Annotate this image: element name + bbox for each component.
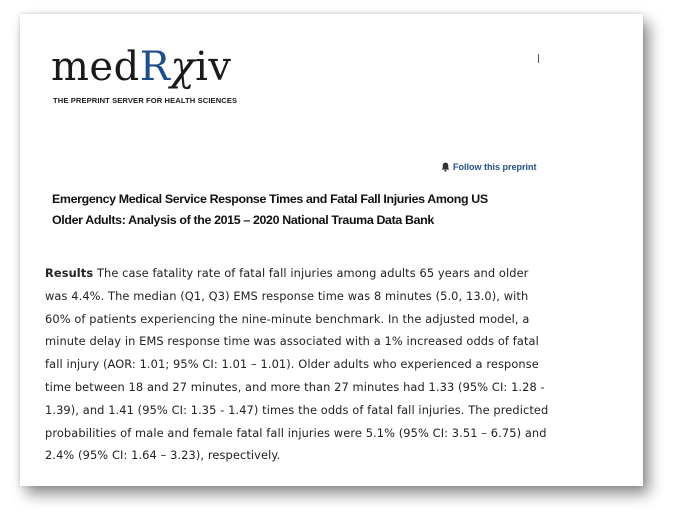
abstract-results <box>45 262 575 467</box>
abstract-line: time between 18 and 27 minutes, and more than 27 minutes had 1.33 (95% CI: 1.28 - <box>45 379 545 394</box>
abstract-line-text: The case fatality rate of fatal fall injuries among adults 65 years and older <box>93 266 529 280</box>
paper-title <box>52 189 552 231</box>
bell-icon <box>441 162 450 172</box>
results-heading: Results <box>45 266 94 280</box>
title-line: Older Adults: Analysis of the 2015 – 2020 National Trauma Data Bank <box>52 213 434 227</box>
title-line: Emergency Medical Service Response Times and Fatal Fall Injuries Among US <box>52 192 488 206</box>
logo-tagline: THE PREPRINT SERVER FOR HEALTH SCIENCES <box>53 96 238 105</box>
medrxiv-logo[interactable] <box>51 42 231 92</box>
logo-text-chi: χ <box>170 44 196 90</box>
logo-text-med: med <box>51 44 140 90</box>
abstract-line: fall injury (AOR: 1.01; 95% CI: 1.01 – 1.01). Older adults who experienced a response <box>45 357 539 372</box>
logo-text-r: R <box>139 44 171 90</box>
abstract-line: 60% of patients experiencing the nine-minute benchmark. In the adjusted model, a <box>45 311 530 326</box>
follow-preprint-link[interactable] <box>441 162 537 172</box>
abstract-card <box>20 14 643 486</box>
text-cursor <box>538 54 539 63</box>
logo-text-iv: iv <box>195 44 232 90</box>
abstract-line: was 4.4%. The median (Q1, Q3) EMS response time was 8 minutes (5.0, 13.0), with <box>45 288 529 303</box>
abstract-line <box>45 262 575 285</box>
abstract-line: probabilities of male and female fatal fall injuries were 5.1% (95% CI: 3.51 – 6.75) and <box>45 425 547 440</box>
abstract-line: 2.4% (95% CI: 1.64 – 3.23), respectively. <box>45 448 281 463</box>
abstract-line: minute delay in EMS response time was associated with a 1% increased odds of fatal <box>45 334 539 349</box>
follow-label: Follow this preprint <box>453 162 537 172</box>
abstract-line: 1.39), and 1.41 (95% CI: 1.35 - 1.47) times the odds of fatal fall injuries. The predicted <box>45 402 549 417</box>
